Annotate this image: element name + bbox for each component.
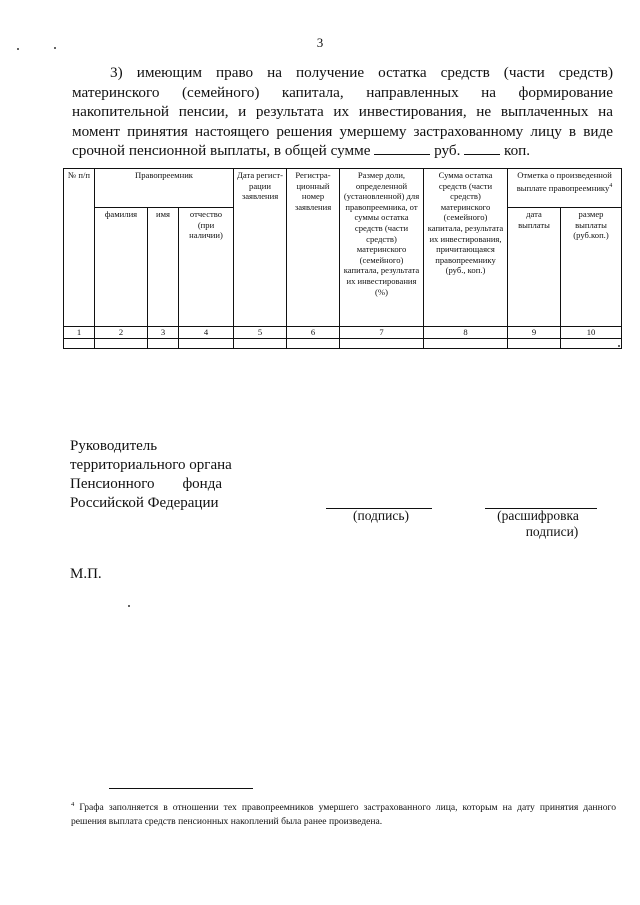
header-pay-date: дата выплаты — [508, 208, 561, 327]
header-reg-date: Дата регист-рации заявления — [234, 169, 287, 327]
payment-mark-text: Отметка о произведенной выплате правопреемнику — [516, 170, 612, 193]
column-number: 2 — [95, 327, 148, 339]
header-num: № п/п — [64, 169, 95, 327]
table-cell — [340, 338, 424, 348]
header-surname: фамилия — [95, 208, 148, 327]
scan-speck — [618, 345, 620, 347]
signatory-word: фонда — [182, 476, 222, 492]
header-successor: Правопреемник — [95, 169, 234, 208]
signatory-title — [70, 437, 232, 513]
stamp-place: М.П. — [70, 566, 102, 582]
footnote-number: 4 — [71, 801, 75, 808]
table-cell — [148, 338, 179, 348]
table-cell — [179, 338, 234, 348]
signatory-title-line — [70, 475, 222, 494]
intro-line: 3) имеющим право на получение остатка средств (части средств) — [110, 64, 613, 81]
header-pay-amount: размер выплаты (руб.коп.) — [561, 208, 622, 327]
header-name: имя — [148, 208, 179, 327]
intro-line: материнского (семейного) капитала, направленных на формирование — [72, 83, 613, 101]
intro-paragraph — [72, 63, 613, 161]
header-reg-number: Регистра-ционный номер заявления — [287, 169, 340, 327]
signatory-title-line: территориального органа — [70, 457, 232, 473]
decoding-caption — [488, 508, 588, 540]
header-share: Размер доли, определенной (установленной) для правопреемника, от суммы остатка средств (части средств) материнского (семейного) капитала, результата их инвестирования (%) — [340, 169, 424, 327]
intro-line: момент принятия настоящего решения умершему застрахованному лицу в виде — [72, 122, 613, 140]
scan-speck — [17, 48, 19, 50]
intro-line-total — [72, 141, 613, 161]
table-cell — [234, 338, 287, 348]
table-header-row — [64, 169, 622, 208]
header-patronymic: отчество (при наличии) — [179, 208, 234, 327]
column-number: 9 — [508, 327, 561, 339]
kop-label: коп. — [503, 142, 531, 159]
column-number: 1 — [64, 327, 95, 339]
column-number: 6 — [287, 327, 340, 339]
footnote — [71, 798, 616, 829]
signatory-title-line: Российской Федерации — [70, 495, 219, 511]
table-row — [64, 338, 622, 348]
amount-kop-blank — [464, 141, 500, 155]
header-amount: Сумма остатка средств (части средств) материнского (семейного) капитала, результата их инвестирования, причитающаяся правопреемнику (руб., коп.) — [424, 169, 508, 327]
table-cell — [95, 338, 148, 348]
table-cell — [561, 338, 622, 348]
column-number: 10 — [561, 327, 622, 339]
column-number-row — [64, 327, 622, 339]
signatory-word: Пенсионного — [70, 476, 155, 492]
table-cell — [64, 338, 95, 348]
signature-caption: (подпись) — [352, 508, 410, 523]
column-number: 8 — [424, 327, 508, 339]
table-cell — [287, 338, 340, 348]
footnote-rule — [109, 788, 253, 789]
successors-table — [63, 168, 622, 349]
decoding-caption-line: подписи) — [525, 524, 579, 539]
column-number: 5 — [234, 327, 287, 339]
signatory-title-line: Руководитель — [70, 438, 158, 454]
rub-label: руб. — [434, 142, 461, 159]
table-cell — [508, 338, 561, 348]
column-number: 7 — [340, 327, 424, 339]
scan-speck — [54, 47, 56, 49]
column-number: 4 — [179, 327, 234, 339]
column-number: 3 — [148, 327, 179, 339]
table-cell — [424, 338, 508, 348]
header-payment-mark — [508, 169, 622, 208]
intro-total-text: срочной пенсионной выплаты, в общей сумме — [72, 142, 371, 159]
decoding-caption-line: (расшифровка — [497, 508, 579, 523]
scan-speck — [128, 605, 130, 607]
intro-line: накопительной пенсии, и результата их инвестирования, не выплаченных на — [72, 103, 613, 120]
page-number: 3 — [316, 35, 324, 50]
footnote-text: Графа заполняется в отношении тех правопреемников умершего застрахованного лица, которым на дату принятия данного решения выплата средств пенсионных накоплений была ранее произведена. — [71, 802, 616, 828]
footnote-marker: 4 — [609, 182, 613, 189]
amount-rub-blank — [374, 141, 430, 155]
